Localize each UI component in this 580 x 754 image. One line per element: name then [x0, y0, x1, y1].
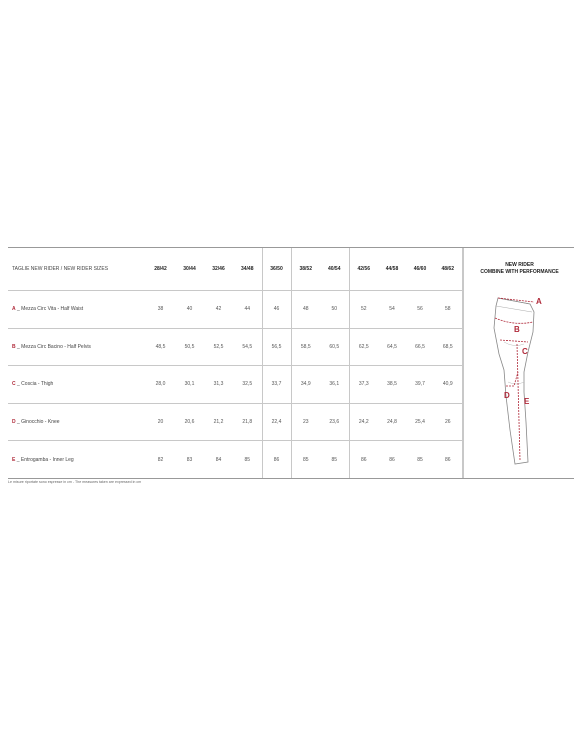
measurement-label: [8, 441, 146, 479]
table-row: [8, 366, 462, 404]
table-cell: 50: [320, 291, 349, 329]
table-row: [8, 291, 462, 329]
measurement-label: [8, 291, 146, 329]
table-cell: 20: [146, 403, 175, 441]
table-cell: 48: [291, 291, 320, 329]
size-header-28-42: 28/42: [146, 248, 175, 291]
table-cell: 86: [434, 441, 462, 479]
table-cell: 33,7: [262, 366, 291, 404]
table-cell: 83: [186, 456, 193, 463]
measurement-name: _ Coscia - Thigh: [17, 381, 54, 388]
table-cell: 62,5: [349, 328, 378, 366]
table-cell: 23: [291, 403, 320, 441]
size-header-44-58: 44/58: [378, 248, 406, 291]
size-header-34-48: 34/48: [233, 248, 262, 291]
table-cell: 68,5: [434, 328, 462, 366]
table-cell: 32,5: [233, 366, 262, 404]
table-cell: 44: [233, 291, 262, 329]
panel-title-line1: NEW RIDER: [505, 262, 534, 268]
measurement-letter: D: [12, 418, 16, 425]
size-header-40-54: 40/54: [320, 248, 349, 291]
measure-c-line: [500, 340, 528, 342]
pants-diagram-panel: [463, 248, 575, 478]
table-cell: 40: [175, 291, 204, 329]
size-header-38-52: 38/52: [291, 248, 320, 291]
table-cell: 42: [204, 291, 233, 329]
marker-d-label: D: [504, 391, 510, 400]
table-cell: 84: [215, 456, 222, 463]
size-header-46-60: 46/60: [406, 248, 434, 291]
table-cell: 85: [302, 456, 309, 463]
size-header-30-44: 30/44: [175, 248, 204, 291]
measurement-name: _ Mezza Circ Vita - Half Waist: [17, 306, 84, 313]
table-cell: 25,4: [406, 403, 434, 441]
table-cell: 46: [262, 291, 291, 329]
table-cell: 82: [157, 456, 164, 463]
table-cell: 21,8: [233, 403, 262, 441]
table-cell: 54: [378, 291, 406, 329]
table-row: [8, 403, 462, 441]
table-cell: 24,8: [378, 403, 406, 441]
footnote: Le misure riportate sono espresse in cm - The measures taken are expressed in cm: [8, 480, 142, 484]
table-cell: 50,5: [175, 328, 204, 366]
table-cell: 37,3: [349, 366, 378, 404]
table-cell: 21,2: [204, 403, 233, 441]
size-header-32-46: 32/46: [204, 248, 233, 291]
table-cell: 28,0: [146, 366, 175, 404]
pants-diagram: [484, 292, 554, 472]
size-header-36-50: 36/50: [262, 248, 291, 291]
table-row: [8, 328, 462, 366]
table-cell: 38: [146, 291, 175, 329]
table-cell: 86: [262, 441, 291, 479]
table-cell: 58,5: [291, 328, 320, 366]
table-cell: 48,5: [146, 328, 175, 366]
measurement-label: [8, 366, 146, 404]
marker-a-label: A: [536, 297, 542, 306]
measurement-letter: B: [12, 343, 16, 350]
table-cell: 85: [233, 441, 262, 479]
measure-b-line: [495, 318, 533, 323]
panel-title: [464, 262, 575, 276]
marker-b-label: B: [514, 325, 520, 334]
table-header-label: TAGLIE NEW RIDER / NEW RIDER SIZES: [8, 248, 146, 291]
table-cell: 30,1: [175, 366, 204, 404]
table-cell: 85: [417, 456, 423, 463]
table-cell: 86: [389, 456, 395, 463]
table-cell: 38,5: [378, 366, 406, 404]
table-cell: 85: [320, 441, 349, 479]
measure-e-line: [517, 344, 520, 460]
table-cell: 22,4: [262, 403, 291, 441]
table-cell: 54,5: [233, 328, 262, 366]
size-chart: [8, 247, 574, 479]
table-cell: 64,5: [378, 328, 406, 366]
table-cell: 36,1: [320, 366, 349, 404]
table-cell: 39,7: [406, 366, 434, 404]
measurement-name: _ Entrogamba - Inner Leg: [16, 456, 74, 463]
measurement-letter: A: [12, 306, 16, 313]
table-cell: 52: [349, 291, 378, 329]
table-cell: 52,5: [204, 328, 233, 366]
measurement-label: [8, 403, 146, 441]
size-table: [8, 248, 463, 478]
size-header-42-56: 42/56: [349, 248, 378, 291]
measurement-name: _ Mezza Circ Bacino - Half Pelvis: [17, 343, 91, 350]
table-cell: 34,9: [291, 366, 320, 404]
table-cell: 86: [360, 456, 367, 463]
marker-e-label: E: [524, 397, 530, 406]
measurement-label: [8, 328, 146, 366]
table-cell: 56,5: [262, 328, 291, 366]
table-cell: 24,2: [349, 403, 378, 441]
table-cell: 58: [434, 291, 462, 329]
marker-c-label: C: [522, 347, 528, 356]
table-row: [8, 441, 462, 479]
table-cell: 23,6: [320, 403, 349, 441]
table-cell: 66,5: [406, 328, 434, 366]
table-cell: 56: [406, 291, 434, 329]
measurement-name: _ Ginocchio - Knee: [17, 418, 60, 425]
table-cell: 31,3: [204, 366, 233, 404]
measurement-letter: C: [12, 381, 16, 388]
table-cell: 60,5: [320, 328, 349, 366]
table-cell: 20,6: [175, 403, 204, 441]
measurement-letter: E: [12, 456, 16, 463]
size-header-48-62: 48/62: [434, 248, 462, 291]
table-cell: 40,9: [434, 366, 462, 404]
header-row: [8, 248, 462, 291]
table-cell: 26: [434, 403, 462, 441]
panel-title-line2: COMBINE WITH PERFORMANCE: [480, 269, 559, 275]
